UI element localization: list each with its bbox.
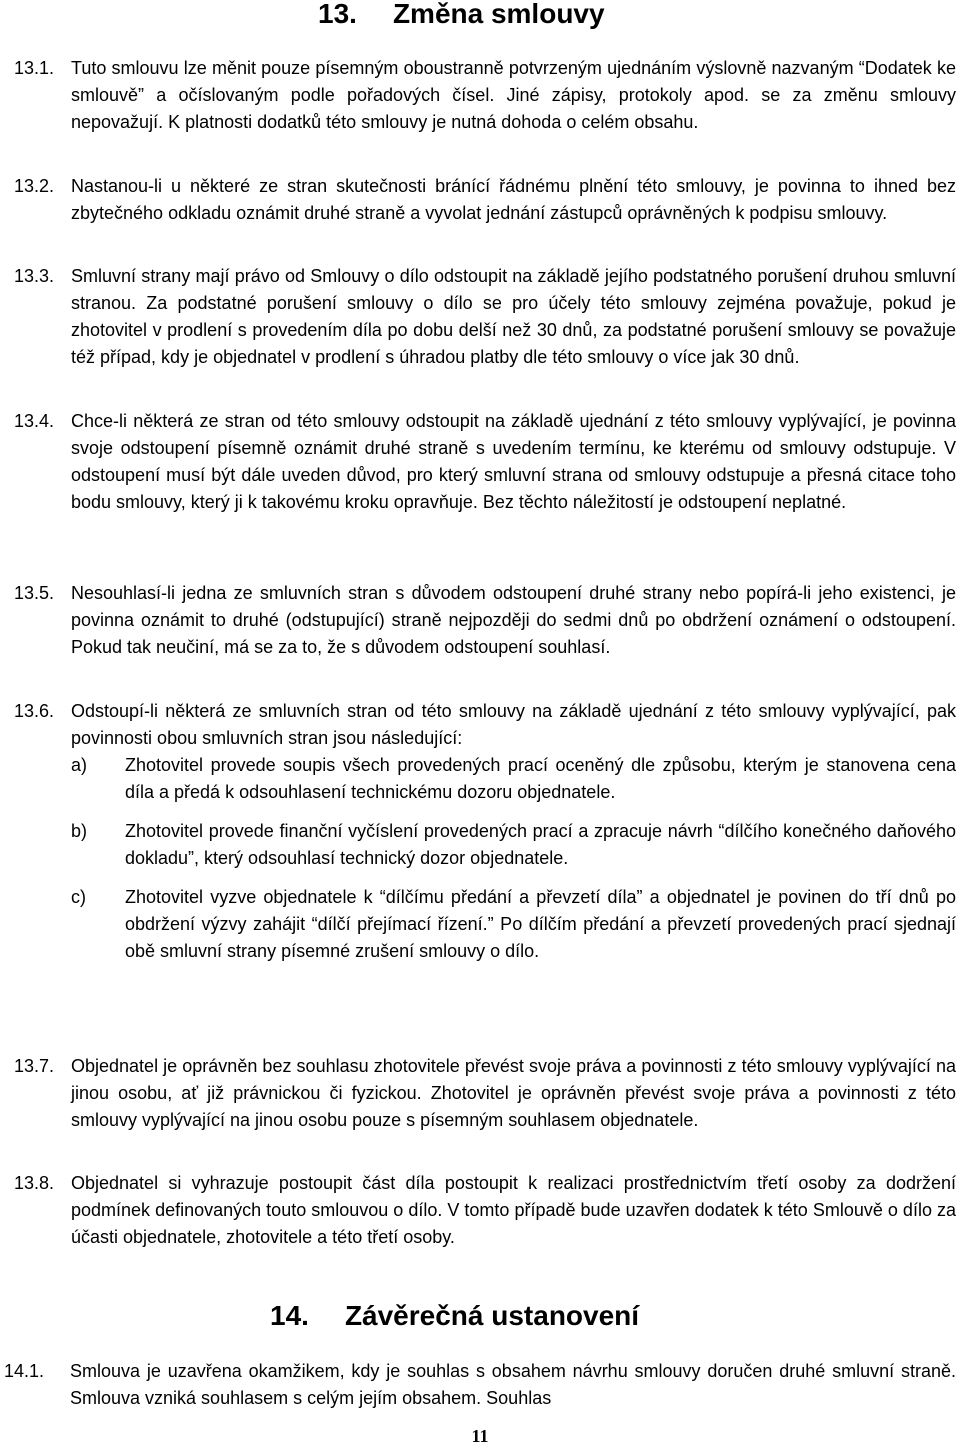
sub-item-c — [71, 884, 956, 965]
clause-13-6 — [14, 698, 956, 977]
section-number: 14. — [270, 1300, 309, 1331]
clause-text: Objednatel si vyhrazuje postoupit část díla postoupit k realizaci prostřednictvím třetí osoby za dodržení podmínek definovaných touto smlouvou o dílo. V tomto případě bude uzavřen dodatek k této Smlouvě o dílo za účasti objednatele, zhotovitele a této třetí osoby. — [71, 1173, 956, 1247]
clause-13-2 — [14, 173, 956, 227]
clause-13-1 — [14, 55, 956, 136]
clause-14-1 — [4, 1358, 956, 1412]
clause-13-3 — [14, 263, 956, 371]
section-title: Závěrečná ustanovení — [344, 1300, 640, 1331]
clause-text: Objednatel je oprávněn bez souhlasu zhotovitele převést svoje práva a povinnosti z této smlouvy vyplývající na jinou osobu, ať již právnickou či fyzickou. Zhotovitel je oprávněn převést svoje práva a povinnosti z této smlouvy vyplývající na jinou osobu pouze s písemným souhlasem objednatele. — [71, 1056, 956, 1130]
clause-text: Smluvní strany mají právo od Smlouvy o dílo odstoupit na základě jejího podstatného porušení druhou smluvní stranou. Za podstatné porušení smlouvy o dílo se pro účely této smlouvy zejména považuje, pokud je zhotovitel v prodlení s provedením díla po dobu delší než 30 dnů, za podstatné porušení smlouvy se považuje též případ, kdy je objednatel v prodlení s úhradou platby dle této smlouvy o více jak 30 dnů. — [71, 266, 956, 367]
sub-item-list — [71, 752, 956, 965]
clause-text: Smlouva je uzavřena okamžikem, kdy je souhlas s obsahem návrhu smlouvy doručen druhé smluvní straně. Smlouva vzniká souhlasem s celým jejím obsahem. Souhlas — [70, 1361, 956, 1408]
clause-13-8 — [14, 1170, 956, 1251]
clause-text: Nesouhlasí-li jedna ze smluvních stran s důvodem odstoupení druhé strany nebo popírá-li jeho existenci, je povinna oznámit to druhé (odstupující) straně nejpozději do sedmi dnů po obdržení oznámení o odstoupení. Pokud tak neučiní, má se za to, že s důvodem odstoupení souhlasí. — [71, 583, 956, 657]
clause-number: 13.3. — [14, 266, 55, 286]
clause-number: 13.4. — [14, 411, 55, 431]
clause-number: 13.5. — [14, 583, 55, 603]
section-number: 13. — [318, 0, 357, 29]
clause-text: Chce-li některá ze stran od této smlouvy odstoupit na základě ujednání z této smlouvy vyplývající, je povinna svoje odstoupení písemně oznámit druhé straně s uvedením termínu, ke kterému od smlouvy odstupuje. V odstoupení musí být dále uveden důvod, pro který smluvní strana od smlouvy odstupuje a přesná citace toho bodu smlouvy, který ji k takovému kroku opravňuje. Bez těchto náležitostí je odstoupení neplatné. — [71, 411, 956, 512]
section-title: Změna smlouvy — [392, 0, 605, 29]
sub-item-label: a) — [71, 755, 88, 775]
page-number: 11 — [471, 1426, 489, 1446]
clause-number: 13.6. — [14, 701, 55, 721]
section-13-heading — [318, 0, 605, 30]
clause-number: 13.2. — [14, 176, 55, 196]
sub-item-label: c) — [71, 887, 86, 907]
clause-13-7 — [14, 1053, 956, 1134]
clause-text: Odstoupí-li některá ze smluvních stran od této smlouvy na základě ujednání z této smlouvy vyplývající, pak povinnosti obou smluvních stran jsou následující: — [71, 701, 956, 748]
clause-text: Nastanou-li u některé ze stran skutečnosti bránící řádnému plnění této smlouvy, je povinna to ihned bez zbytečného odkladu oznámit druhé straně a vyvolat jednání zástupců oprávněných k podpisu smlouvy. — [71, 176, 956, 223]
section-14-heading — [270, 1300, 639, 1332]
sub-item-text: Zhotovitel provede soupis všech provedených prací oceněný dle způsobu, kterým je stanovena cena díla a předá k odsouhlasení technickému dozoru objednatele. — [125, 755, 956, 802]
clause-number: 13.7. — [14, 1056, 55, 1076]
sub-item-a — [71, 752, 956, 806]
sub-item-b — [71, 818, 956, 872]
clause-number: 13.1. — [14, 58, 55, 78]
clause-number: 13.8. — [14, 1173, 55, 1193]
clause-13-4 — [14, 408, 956, 516]
sub-item-text: Zhotovitel provede finanční vyčíslení provedených prací a zpracuje návrh “dílčího konečného daňového dokladu”, který odsouhlasí technický dozor objednatele. — [125, 821, 956, 868]
clause-number: 14.1. — [4, 1361, 45, 1381]
sub-item-text: Zhotovitel vyzve objednatele k “dílčímu předání a převzetí díla” a objednatel je povinen do tří dnů po obdržení výzvy zahájit “dílčí přejímací řízení.” Po dílčím předání a převzetí provedených prací sjednají obě smluvní strany písemné zrušení smlouvy o dílo. — [125, 887, 956, 961]
clause-13-5 — [14, 580, 956, 661]
sub-item-label: b) — [71, 821, 88, 841]
clause-text: Tuto smlouvu lze měnit pouze písemným oboustranně potvrzeným ujednáním výslovně nazvaným “Dodatek ke smlouvě” a očíslovaným podle pořadových čísel. Jiné zápisy, protokoly apod. se za změnu smlouvy nepovažují. K platnosti dodatků této smlouvy je nutná dohoda o celém obsahu. — [71, 58, 956, 132]
